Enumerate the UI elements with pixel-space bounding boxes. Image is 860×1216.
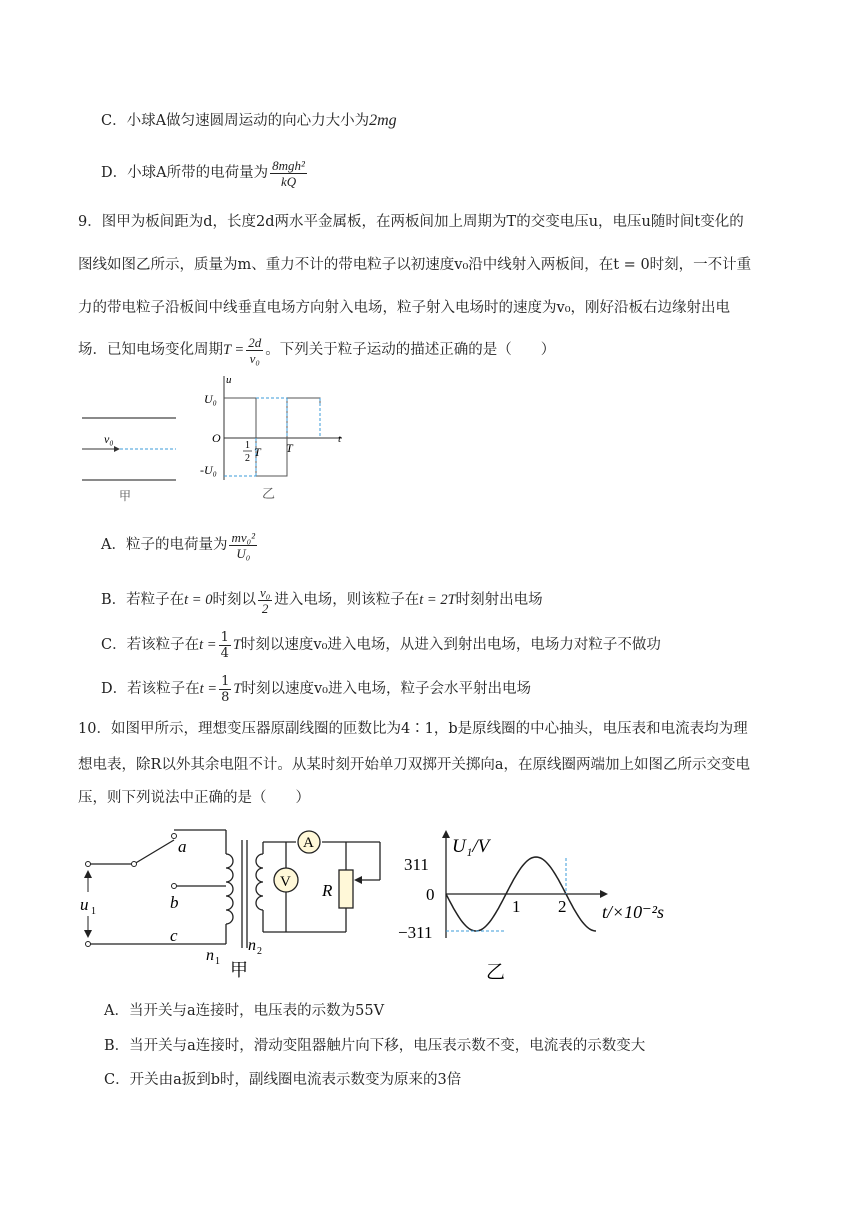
option-text: 当开关与a连接时，电压表的示数为55V [128, 1003, 385, 1019]
q9-stem-line-3: 力的带电粒子沿板间中线垂直电场方向射入电场，粒子射入电场时的速度为v₀，刚好沿板右边缘射出电 [78, 300, 731, 316]
n2-subscript: 2 [257, 946, 262, 957]
option-text: 时刻以速度v₀进入电场，从进入到射出电场，电场力对粒子不做功 [240, 637, 661, 653]
x-tick-1: 1 [512, 897, 521, 916]
terminal-c-label: c [170, 926, 178, 945]
half-period-tick: T [254, 445, 261, 459]
q9-stem-line-1 [78, 212, 744, 232]
terminal [86, 862, 91, 867]
q9-stem-line-4 [78, 332, 555, 368]
terminal [86, 942, 91, 947]
arrowhead [442, 830, 450, 838]
q9-option-a [101, 526, 259, 564]
period-symbol: T [232, 637, 241, 653]
rheostat-label: R [322, 881, 333, 900]
figure-caption: 乙 [262, 486, 276, 501]
option-label: D． [101, 681, 128, 697]
option-label: B． [101, 592, 127, 608]
fraction-denominator: U₀ [236, 545, 251, 561]
time-fraction [219, 674, 231, 705]
y-tick-neg-311: −311 [398, 923, 433, 942]
option-label: C． [101, 113, 127, 129]
option-text: 时刻以速度v₀进入电场，粒子会水平射出电场 [241, 681, 531, 697]
arrowhead [84, 870, 92, 878]
u1-label: u [80, 895, 89, 914]
option-text: 进入电场，则该粒子在 [274, 592, 420, 608]
option-text: 时刻射出电场 [455, 592, 543, 608]
time-lhs: t = [199, 637, 217, 653]
q10-stem-line-1 [78, 719, 748, 739]
y-tick-311: 311 [404, 855, 429, 874]
q10-option-c [104, 1070, 461, 1090]
slider-arrowhead [354, 876, 362, 884]
half-numerator: 1 [245, 440, 250, 451]
stem-text: 如图甲所示，理想变压器原副线圈的匝数比为4∶1，b是原线圈的中心抽头，电压表和电流表均为理 [110, 721, 748, 737]
fraction-numerator: v₀ [259, 584, 271, 600]
q10-option-a [104, 1001, 384, 1021]
fraction-numerator: 1 [220, 629, 229, 645]
option-label: A． [101, 537, 126, 553]
period-symbol: T [233, 681, 242, 697]
period-fraction [246, 335, 263, 366]
voltmeter-label: V [280, 874, 291, 890]
terminal-b-label: b [170, 893, 179, 912]
q8-option-d [101, 155, 309, 191]
q9-figure-plates [78, 410, 183, 505]
fraction-denominator: v₀ [249, 350, 260, 366]
q9-stem-line-2: 图线如图乙所示，质量为m、重力不计的带电粒子以初速度v₀沿中线射入两板间，在t = 0时刻，一不计重 [78, 257, 752, 273]
fraction-numerator: 1 [221, 673, 230, 689]
fraction-numerator: mv₀² [231, 529, 256, 545]
contact-b [172, 884, 177, 889]
option-text: 若该粒子在 [126, 637, 200, 653]
figure-caption: 甲 [230, 960, 248, 980]
u1-subscript: 1 [91, 906, 96, 917]
contact-a [172, 834, 177, 839]
figure-caption: 乙 [486, 962, 506, 983]
v0-label: v₀ [104, 432, 114, 446]
q9-option-b [101, 582, 543, 618]
primary-coil [226, 854, 233, 924]
n1-subscript: 1 [215, 956, 220, 967]
stem-text: 。下列关于粒子运动的描述正确的是（ ） [265, 342, 556, 358]
period-lhs: T = [223, 342, 245, 358]
question-number: 9． [78, 214, 102, 230]
t-axis-label: t [338, 433, 342, 445]
arrowhead [600, 890, 608, 898]
half-denominator: 2 [245, 453, 250, 464]
ammeter-label: A [303, 835, 314, 851]
n2-label: n [248, 937, 256, 954]
x-tick-2: 2 [558, 897, 567, 916]
fraction-denominator: 2 [261, 600, 269, 616]
time-value: t = 0 [184, 592, 213, 608]
option-text: 小球A做匀速圆周运动的向心力大小为 [126, 113, 370, 129]
question-number: 10． [78, 721, 111, 737]
stem-text: 图甲为板间距为d，长度2d两水平金属板，在两板间加上周期为T的交变电压u，电压u随时间t变化的 [101, 214, 744, 230]
option-text: 时刻以 [212, 592, 256, 608]
fraction-numerator: 8mgh² [272, 157, 305, 173]
fraction-denominator: 8 [221, 689, 230, 705]
figure-caption: 甲 [119, 489, 132, 503]
q10-stem-line-2: 想电表，除R以外其余电阻不计。从某时刻开始单刀双掷开关掷向a，在原线圈两端加上如图乙所示交变电 [78, 757, 751, 773]
n1-label: n [206, 947, 214, 964]
u0-tick: U₀ [204, 392, 217, 406]
period-tick: T [286, 441, 293, 455]
time-lhs: t = [199, 681, 218, 697]
speed-fraction [258, 585, 272, 616]
arrowhead [114, 446, 120, 452]
neg-u0-tick: -U₀ [200, 463, 217, 477]
q9-option-d [101, 671, 531, 707]
switch-blade [134, 840, 174, 864]
q10-figure-voltage-graph [396, 826, 678, 986]
terminal-a-label: a [178, 837, 187, 856]
q10-stem-line-3: 压，则下列说法中正确的是（ ） [78, 790, 310, 806]
charge-fraction [270, 158, 307, 189]
option-text: 小球A所带的电荷量为 [127, 165, 269, 181]
fraction-numerator: 2d [248, 334, 262, 350]
option-label: A． [104, 1003, 129, 1019]
fraction-denominator: 4 [220, 645, 229, 661]
option-text: 粒子的电荷量为 [125, 537, 228, 553]
option-text: 当开关与a连接时，滑动变阻器触片向下移，电压表示数不变，电流表的示数变大 [129, 1038, 646, 1054]
arrowhead [84, 930, 92, 938]
option-text: 若该粒子在 [127, 681, 200, 697]
option-label: B． [104, 1038, 130, 1054]
q10-figure-circuit [78, 820, 388, 985]
option-label: C． [101, 637, 127, 653]
origin-label: O [212, 431, 221, 445]
q8-option-c [101, 111, 397, 131]
switch-pivot [132, 862, 137, 867]
y-tick-0: 0 [426, 885, 435, 904]
q10-option-b [104, 1036, 645, 1056]
q9-figure-voltage-graph [200, 372, 350, 502]
option-text: 若粒子在 [126, 592, 185, 608]
y-axis-label: U₁/V [452, 836, 490, 857]
rheostat-body [339, 870, 353, 908]
u-axis-label: u [226, 374, 232, 386]
charge-fraction [229, 530, 257, 561]
option-value: 2mg [369, 112, 397, 129]
stem-text: 场．已知电场变化周期 [78, 342, 223, 358]
time-value: t = 2T [419, 592, 456, 608]
time-fraction [219, 630, 231, 661]
secondary-coil [256, 854, 263, 910]
x-axis-label: t/×10⁻²s [602, 902, 665, 922]
option-label: D． [101, 165, 128, 181]
fraction-denominator: kQ [280, 173, 297, 189]
option-text: 开关由a扳到b时，副线圈电流表示数变为原来的3倍 [129, 1072, 462, 1088]
q9-option-c [101, 627, 661, 663]
square-wave [224, 398, 320, 476]
option-label: C． [104, 1072, 130, 1088]
